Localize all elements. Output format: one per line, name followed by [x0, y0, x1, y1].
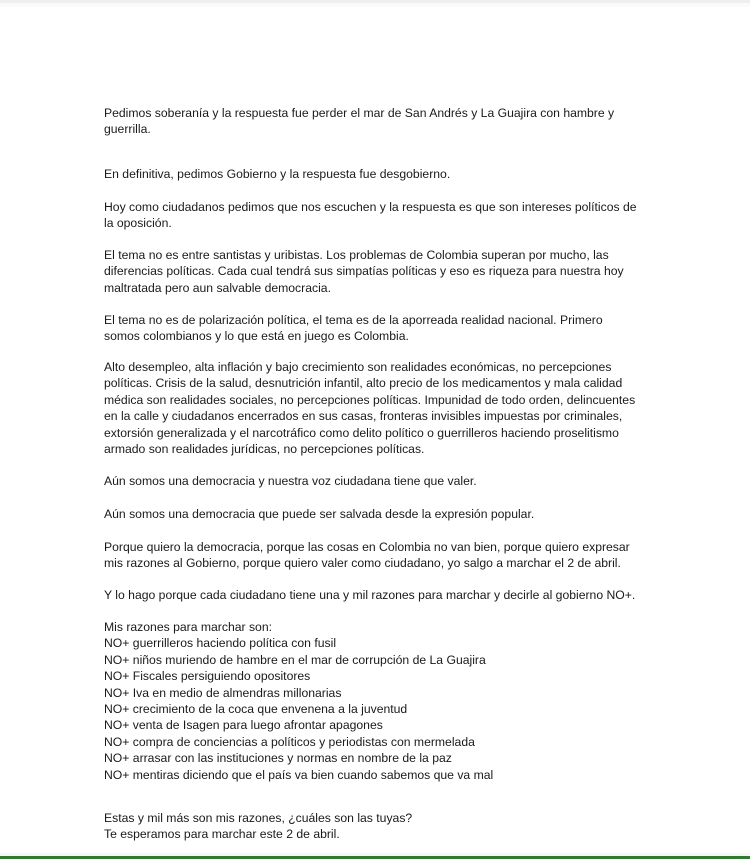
text-line: En definitiva, pedimos Gobierno y la respuesta fue desgobierno.	[104, 167, 451, 181]
paragraph-realidades	[104, 359, 644, 457]
text-line: la oposición.	[104, 216, 172, 231]
reason-item: NO+ guerrilleros haciendo política con fusil	[104, 636, 337, 651]
text-line: médica son realidades sociales, no percepciones políticas. Impunidad de todo orden, delincuentes	[104, 392, 636, 407]
top-edge-shade	[0, 3, 750, 7]
text-line: Estas y mil más son mis razones, ¿cuáles son las tuyas?	[104, 811, 413, 825]
reason-item: NO+ Fiscales persiguiendo opositores	[104, 669, 311, 684]
paragraph-marchar-2-abril	[104, 539, 644, 572]
text-line: en la calle y ciudadanos encerrados en sus casas, fronteras invisibles impuestas por criminales,	[104, 409, 623, 424]
text-line: somos colombianos y lo que está en juego es Colombia.	[104, 329, 409, 344]
reason-item: NO+ Iva en medio de almendras millonarias	[104, 685, 342, 700]
paragraph-soberania	[104, 105, 644, 138]
reasons-heading: Mis razones para marchar son:	[104, 620, 272, 634]
closing-paragraph	[104, 810, 644, 843]
reason-item: NO+ niños muriendo de hambre en el mar de corrupción de La Guajira	[104, 652, 486, 667]
reason-item: NO+ venta de Isagen para luego afrontar apagones	[104, 718, 383, 733]
text-line: mis razones al Gobierno, porque quiero valer como ciudadano, yo salgo a marchar el 2 de abril.	[104, 556, 621, 571]
text-line: Pedimos soberanía y la respuesta fue perder el mar de San Andrés y La Guajira con hambre y	[104, 106, 615, 120]
reason-item: NO+ mentiras diciendo que el país va bien cuando sabemos que va mal	[104, 767, 494, 782]
reasons-list	[104, 635, 493, 783]
text-line: Aún somos una democracia y nuestra voz ciudadana tiene que valer.	[104, 474, 477, 488]
paragraph-polarizacion	[104, 312, 644, 345]
text-line: maltratada pero aun salvable democracia.	[104, 280, 331, 295]
text-line: extorsión generalizada y el narcotráfico como delito político o guerrilleros haciendo proselitismo	[104, 425, 619, 440]
text-line: armado son realidades jurídicas, no percepciones políticas.	[104, 442, 425, 457]
paragraph-no-mas	[104, 587, 644, 603]
paragraph-santistas-uribistas	[104, 247, 644, 296]
text-line: Alto desempleo, alta inflación y bajo crecimiento son realidades económicas, no percepciones	[104, 360, 612, 374]
text-line: políticas. Crisis de la salud, desnutrición infantil, alto precio de los medicamentos y mala calidad	[104, 376, 623, 391]
text-line: Porque quiero la democracia, porque las cosas en Colombia no van bien, porque quiero expresar	[104, 540, 630, 554]
paragraph-voz-ciudadana	[104, 473, 644, 489]
paragraph-expresion-popular	[104, 506, 644, 522]
text-line: Aún somos una democracia que puede ser salvada desde la expresión popular.	[104, 507, 535, 521]
text-line: diferencias políticas. Cada cual tendrá sus simpatías políticas y eso es riqueza para nuestra hoy	[104, 264, 624, 279]
text-line: guerrilla.	[104, 122, 151, 137]
text-line: Y lo hago porque cada ciudadano tiene una y mil razones para marchar y decirle al gobierno NO+.	[104, 588, 636, 602]
paragraph-desgobierno	[104, 166, 644, 182]
text-line: El tema no es de polarización política, el tema es de la aporreada realidad nacional. Primero	[104, 313, 603, 327]
paragraph-ciudadanos	[104, 199, 644, 232]
text-line: Hoy como ciudadanos pedimos que nos escuchen y la respuesta es que son intereses políticos de	[104, 200, 637, 214]
reason-item: NO+ arrasar con las instituciones y normas en nombre de la paz	[104, 751, 452, 766]
reason-item: NO+ compra de conciencias a políticos y periodistas con mermelada	[104, 734, 475, 749]
reason-item: NO+ crecimiento de la coca que envenena a la juventud	[104, 702, 408, 717]
text-line: Te esperamos para marchar este 2 de abril.	[104, 827, 340, 842]
text-line: El tema no es entre santistas y uribistas. Los problemas de Colombia superan por mucho, las	[104, 248, 609, 262]
